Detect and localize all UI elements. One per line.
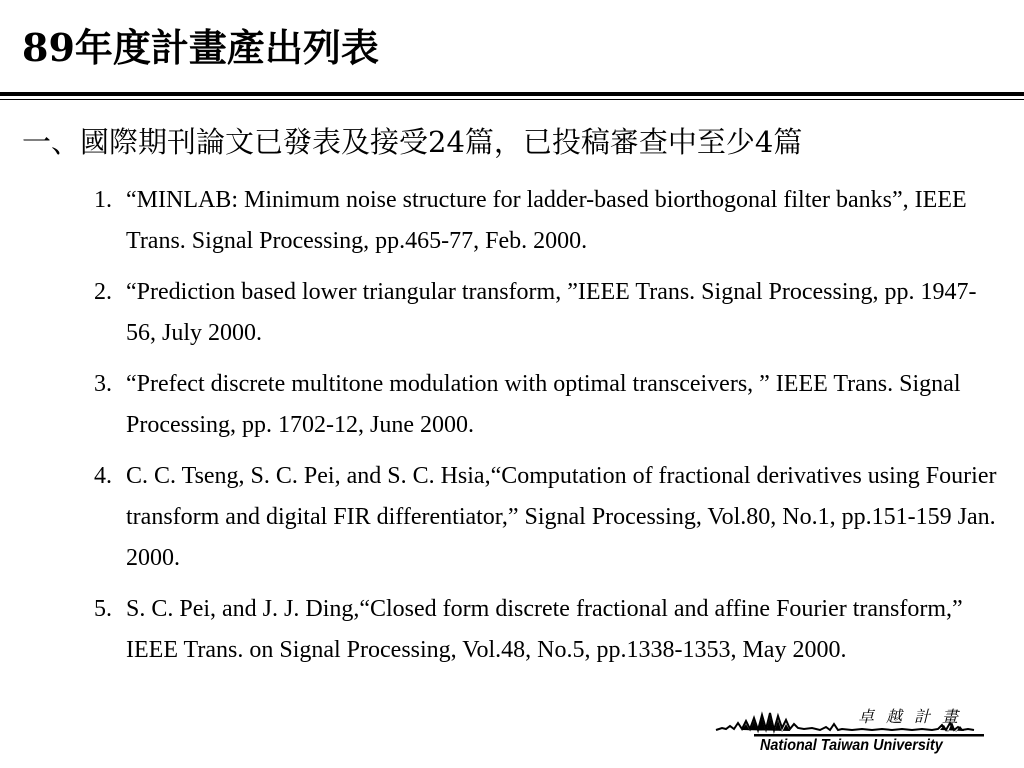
reference-text: “Prediction based lower triangular transform, ”IEEE Trans. Signal Processing, pp. 1947-56, July 2000. (126, 279, 977, 346)
reference-item (94, 456, 999, 579)
title-divider-thick (0, 92, 1024, 96)
reference-number: 2. (94, 279, 112, 305)
reference-text: “Prefect discrete multitone modulation with optimal transceivers, ” IEEE Trans. Signal Processing, pp. 1702-12, June 2000. (126, 371, 961, 438)
reference-text: S. C. Pei, and J. J. Ding,“Closed form discrete fractional and affine Fourier transform,” IEEE Trans. on Signal Processing, Vol.48, No.5, pp.1338-1353, May 2000. (126, 596, 963, 663)
reference-text: C. C. Tseng, S. C. Pei, and S. C. Hsia,“Computation of fractional derivatives using Fourier transform and digital FIR differentiator,” Signal Processing, Vol.80, No.1, pp.151-159 Jan. 2000. (126, 463, 997, 571)
reference-number: 3. (94, 371, 112, 397)
reference-number: 4. (94, 463, 112, 489)
reference-item (94, 589, 999, 671)
reference-item (94, 272, 999, 354)
slide-title: 89年度計畫產出列表 (22, 25, 379, 70)
footer-chinese-label: 卓越計畫 (858, 707, 971, 726)
reference-item (94, 364, 999, 446)
title-divider-thin (0, 99, 1024, 100)
section-heading: 一、國際期刊論文已發表及接受24篇，已投稿審查中至少4篇 (22, 125, 803, 159)
reference-item (94, 180, 999, 262)
reference-number: 5. (94, 596, 112, 622)
reference-list (94, 180, 999, 681)
reference-text: “MINLAB: Minimum noise structure for ladder-based biorthogonal filter banks”, IEEE Trans. Signal Processing, pp.465-77, Feb. 2000. (126, 187, 967, 254)
reference-number: 1. (94, 187, 112, 213)
footer-university-name: National Taiwan University (760, 737, 943, 754)
